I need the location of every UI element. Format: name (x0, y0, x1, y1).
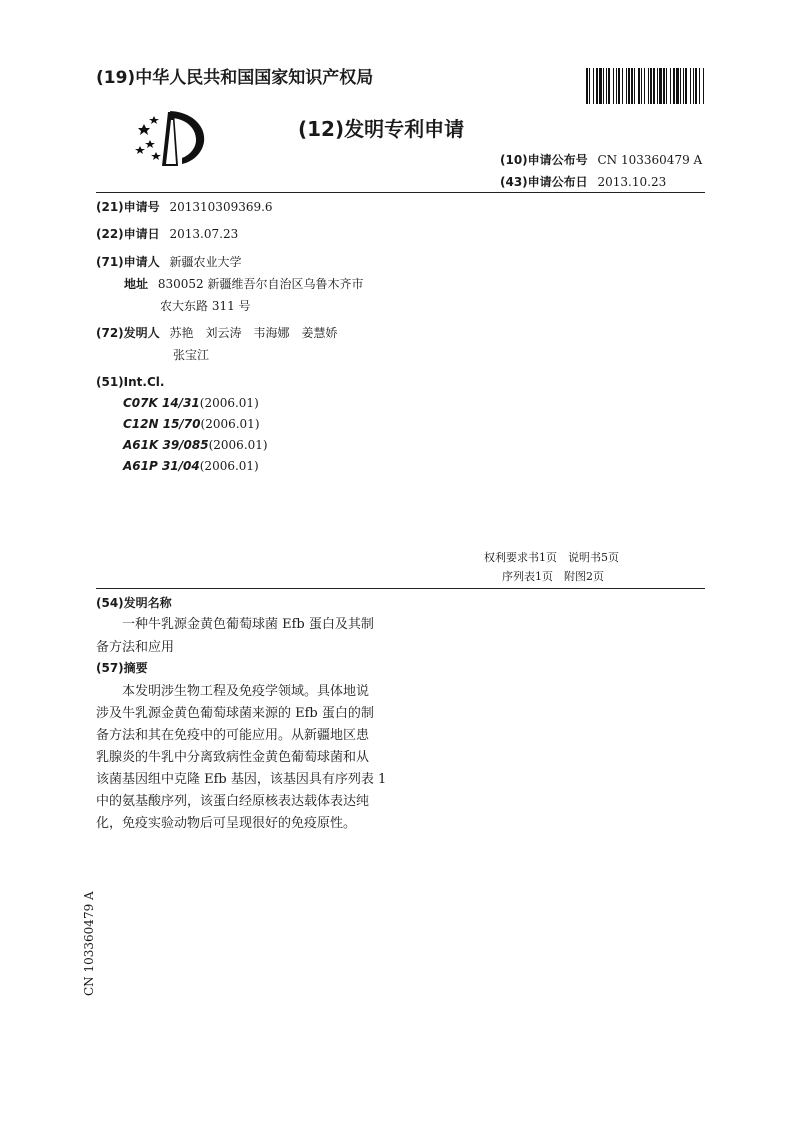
invention-title-line-2: 备方法和应用 (96, 640, 175, 655)
barcode-bar (663, 68, 665, 104)
barcode-bar (657, 68, 658, 104)
inventors-label: (72)发明人 (96, 326, 160, 340)
intcl-version: (2006.01) (199, 459, 259, 473)
page-count-line-1: 权利要求书1页 说明书5页 (484, 551, 619, 564)
publication-date-row (500, 173, 666, 190)
barcode-bar (641, 68, 642, 104)
barcode-bar (618, 68, 620, 104)
barcode-bar (589, 68, 590, 104)
applicant-name: 新疆农业大学 (169, 255, 242, 269)
barcode-bar (608, 68, 610, 104)
page-count-line-2: 序列表1页 附图2页 (502, 570, 604, 583)
abstract-line: 乳腺炎的牛乳中分离致病性金黄色葡萄球菌和从 (96, 750, 370, 765)
cnipa-logo (130, 108, 210, 168)
publication-date: 2013.10.23 (597, 175, 667, 189)
barcode-bar (599, 68, 602, 104)
address-line-2: 农大东路 311 号 (160, 299, 251, 313)
barcode-bar (673, 68, 675, 104)
barcode-bar (676, 68, 679, 104)
intcl-version: (2006.01) (200, 417, 260, 431)
barcode-icon (586, 68, 704, 104)
intcl-item (123, 459, 259, 473)
abstract-line: 该菌基因组中克隆 Efb 基因，该基因具有序列表 1 (96, 772, 387, 787)
barcode-bar (622, 68, 623, 104)
application-date-label: (22)申请日 (96, 227, 160, 241)
barcode-bar (644, 68, 645, 104)
intcl-code: C07K 14/31 (123, 396, 200, 410)
barcode-bar (631, 68, 633, 104)
applicant-label: (71)申请人 (96, 255, 160, 269)
barcode-bar (703, 68, 704, 104)
application-date: 2013.07.23 (169, 227, 239, 241)
barcode-bar (603, 68, 604, 104)
barcode-bar (638, 68, 640, 104)
barcode-bar (634, 68, 635, 104)
applicant-row (96, 253, 242, 270)
invention-title-line-1: 一种牛乳源金黄色葡萄球菌 Efb 蛋白及其制 (122, 617, 374, 632)
intcl-code: C12N 15/70 (123, 417, 201, 431)
abstract-line: 备方法和其在免疫中的可能应用。从新疆地区患 (96, 728, 370, 743)
address-label: 地址 (124, 277, 149, 291)
title-label: (54)发明名称 (96, 596, 172, 610)
publication-number-row (500, 151, 702, 168)
intcl-label: (51)Int.Cl. (96, 375, 165, 389)
abstract-line: 涉及牛乳源金黄色葡萄球菌来源的 Efb 蛋白的制 (96, 706, 374, 721)
side-publication-number: CN 103360479 A (82, 891, 96, 996)
barcode-bar (693, 68, 694, 104)
publication-number-label: (10)申请公布号 (500, 153, 588, 167)
intcl-version: (2006.01) (208, 438, 268, 452)
barcode-bar (626, 68, 627, 104)
barcode-bar (683, 68, 684, 104)
abstract-line: 中的氨基酸序列，该蛋白经原核表达载体表达纯 (96, 794, 370, 809)
inventors-line-1: 苏艳 刘云涛 韦海娜 姜慧娇 (169, 326, 338, 340)
barcode-bar (690, 68, 691, 104)
address-row (124, 275, 363, 292)
barcode-bar (586, 68, 588, 104)
abstract-line: 本发明涉生物工程及免疫学领域。具体地说 (122, 684, 370, 699)
abstract-text (96, 681, 396, 835)
barcode-bar (606, 68, 607, 104)
document-type: (12)发明专利申请 (298, 117, 465, 141)
header-divider (96, 192, 705, 193)
barcode-bar (685, 68, 687, 104)
abstract-line: 化，免疫实验动物后可呈现很好的免疫原性。 (96, 816, 357, 831)
barcode-bar (596, 68, 598, 104)
barcode-bar (628, 68, 630, 104)
intcl-version: (2006.01) (199, 396, 259, 410)
barcode-bar (670, 68, 671, 104)
inventors-row (96, 324, 338, 341)
barcode-bar (695, 68, 697, 104)
barcode-bar (653, 68, 655, 104)
application-number-row (96, 198, 273, 215)
application-date-row (96, 225, 238, 242)
barcode (586, 68, 704, 104)
barcode-bar (648, 68, 649, 104)
cnipa-logo-icon (130, 108, 210, 168)
inventors-line-2: 张宝江 (173, 348, 210, 362)
barcode-bar (659, 68, 662, 104)
intcl-item (123, 438, 268, 452)
address-line-1: 830052 新疆维吾尔自治区乌鲁木齐市 (157, 277, 364, 291)
intcl-item (123, 417, 260, 431)
intcl-code: A61P 31/04 (123, 459, 200, 473)
application-number-label: (21)申请号 (96, 200, 160, 214)
barcode-bar (593, 68, 594, 104)
barcode-bar (680, 68, 681, 104)
barcode-bar (616, 68, 617, 104)
intcl-code: A61K 39/085 (123, 438, 209, 452)
abstract-label: (57)摘要 (96, 661, 148, 675)
barcode-bar (699, 68, 700, 104)
publication-date-label: (43)申请公布日 (500, 175, 588, 189)
publication-number: CN 103360479 A (597, 153, 703, 167)
application-number: 201310309369.6 (169, 200, 273, 214)
abstract-divider (96, 588, 705, 589)
barcode-bar (650, 68, 652, 104)
intcl-item (123, 396, 259, 410)
barcode-bar (666, 68, 667, 104)
barcode-bar (613, 68, 614, 104)
office-name: (19)中华人民共和国国家知识产权局 (96, 68, 374, 88)
